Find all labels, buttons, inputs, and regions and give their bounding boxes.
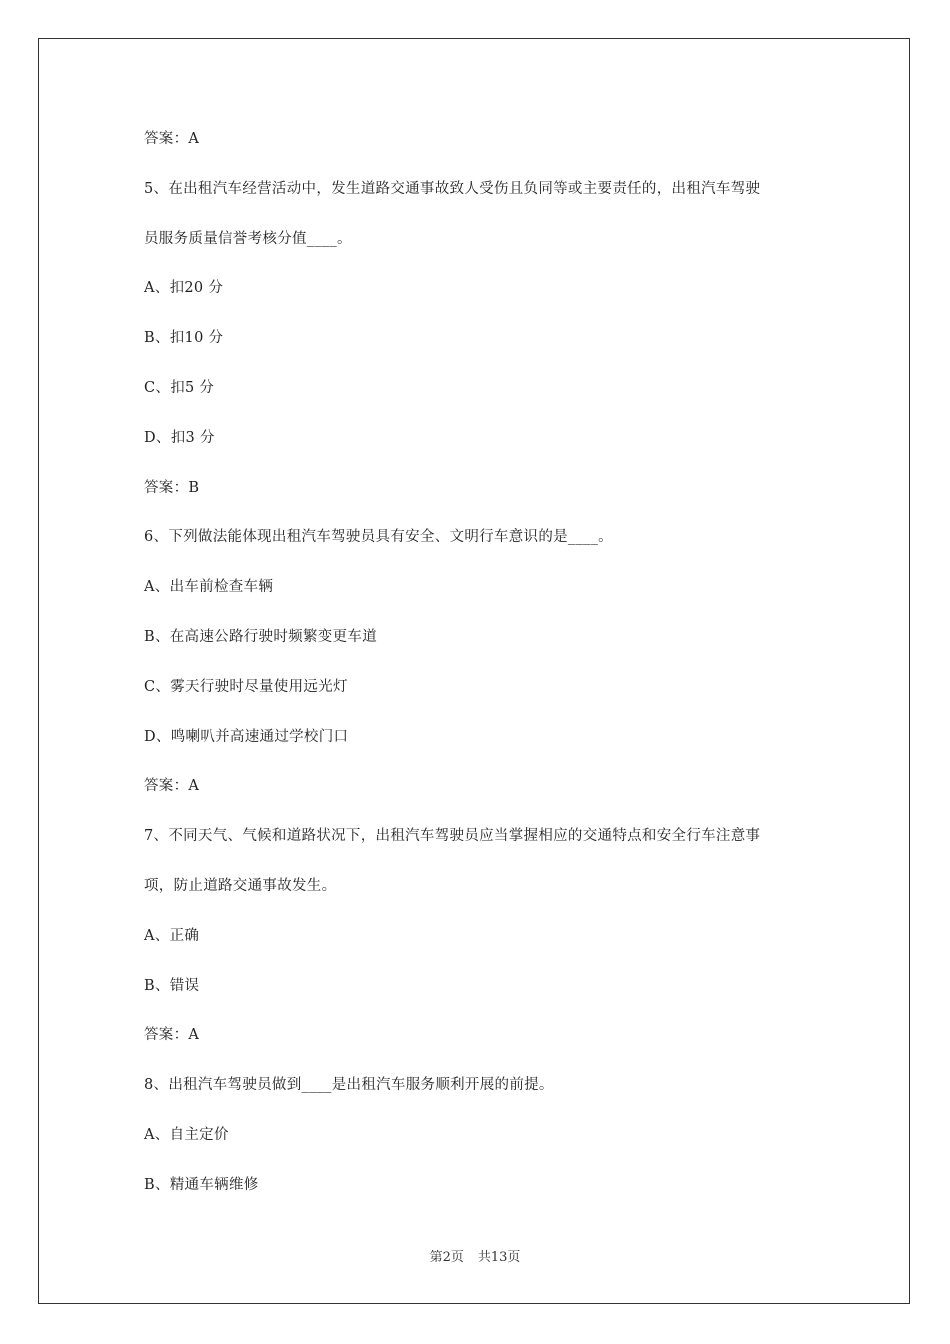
question-7-option-b: B、错误 (144, 977, 200, 994)
answer-line: 答案：A (144, 131, 200, 147)
question-8-option-b: B、精通车辆维修 (144, 1176, 259, 1193)
question-5-option-b: B、扣10 分 (144, 330, 224, 347)
question-7-text: 7、不同天气、气候和道路状况下，出租汽车驾驶员应当掌握相应的交通特点和安全行车注意事 (144, 828, 761, 845)
question-7-answer: 答案：A (144, 1027, 200, 1044)
page-number: 第2页 (429, 1250, 464, 1265)
document-body (144, 127, 824, 1223)
question-5-answer: 答案：B (144, 479, 200, 496)
question-6-answer: 答案：A (144, 778, 200, 795)
question-5-option-a: A、扣20 分 (144, 280, 224, 297)
question-6-option-c: C、雾天行驶时尽量使用远光灯 (144, 678, 348, 695)
question-5-text: 5、在出租汽车经营活动中，发生道路交通事故致人受伤且负同等或主要责任的，出租汽车驾驶 (144, 180, 761, 197)
question-5-text-cont: 员服务质量信誉考核分值____。 (144, 230, 352, 247)
question-5-option-c: C、扣5 分 (144, 379, 215, 396)
question-8-text: 8、出租汽车驾驶员做到____是出租汽车服务顺利开展的前提。 (144, 1077, 554, 1094)
page-total: 共13页 (477, 1250, 521, 1265)
question-6-option-b: B、在高速公路行驶时频繁变更车道 (144, 628, 377, 645)
question-6-option-d: D、鸣喇叭并高速通过学校门口 (144, 728, 349, 745)
question-5-option-d: D、扣3 分 (144, 429, 215, 446)
question-7-option-a: A、正确 (144, 927, 200, 944)
question-8-option-a: A、自主定价 (144, 1126, 229, 1143)
question-6-text: 6、下列做法能体现出租汽车驾驶员具有安全、文明行车意识的是____。 (144, 529, 613, 546)
question-7-text-cont: 项，防止道路交通事故发生。 (144, 877, 337, 894)
question-6-option-a: A、出车前检查车辆 (144, 579, 274, 596)
page-footer (0, 1246, 950, 1265)
